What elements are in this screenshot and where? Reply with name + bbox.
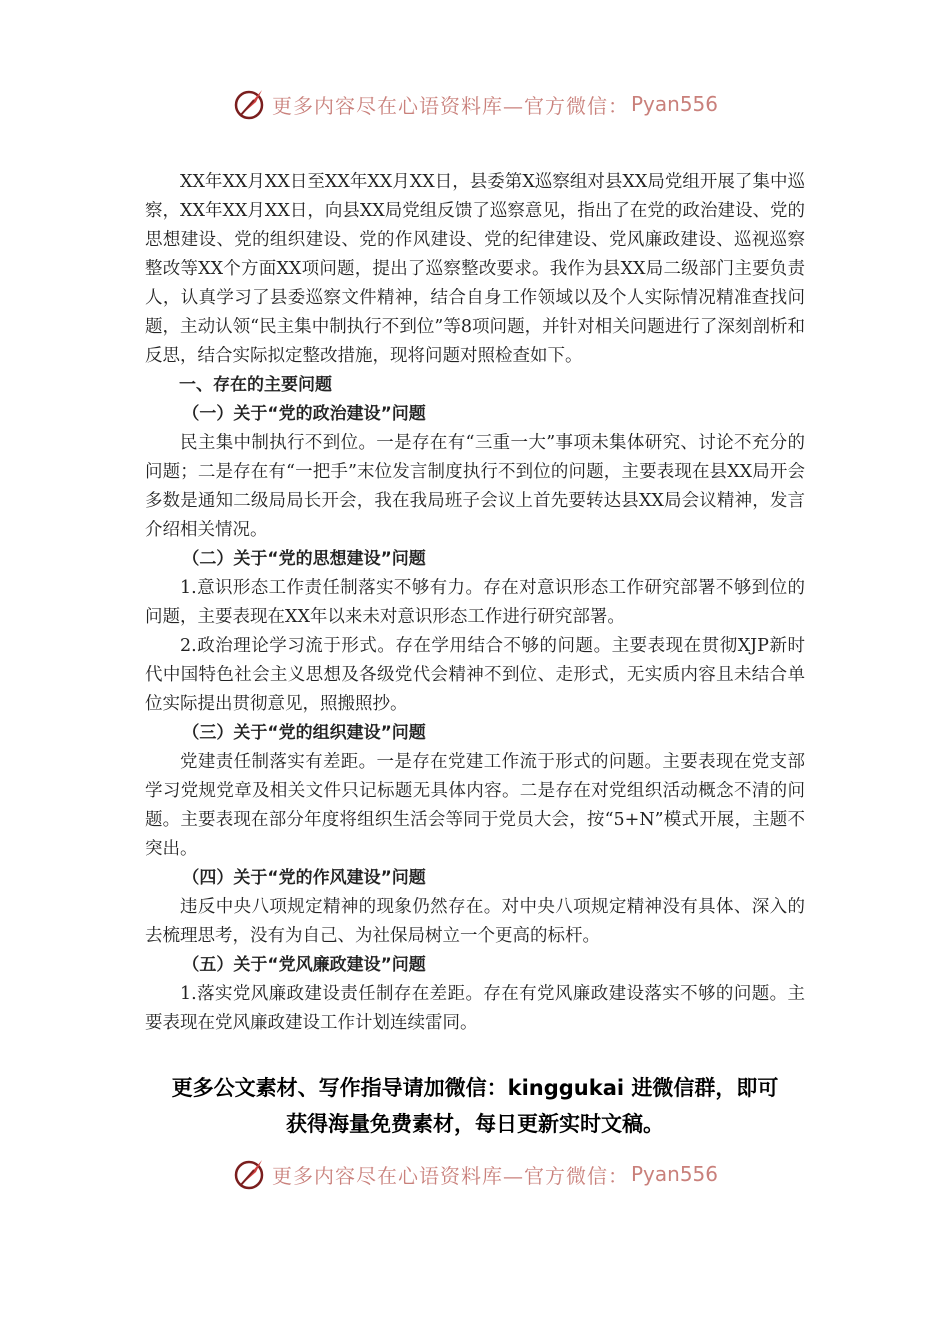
promo-notice: [130, 1070, 820, 1142]
header-banner: [0, 80, 950, 128]
paragraph: 违反中央八项规定精神的现象仍然存在。对中央八项规定精神没有具体、深入的去梳理思考，没有为自己、为社保局树立一个更高的标杆。: [145, 897, 805, 946]
paragraph: 1.意识形态工作责任制落实不够有力。存在对意识形态工作研究部署不够到位的问题，主要表现在XX年以来未对意识形态工作进行研究部署。: [145, 578, 805, 627]
banner-wechat-id: Pyan556: [630, 92, 718, 116]
banner-text: 更多内容尽在心语资料库—官方微信：: [271, 93, 629, 118]
paragraph: 1.落实党风廉政建设责任制存在差距。存在有党风廉政建设落实不够的问题。主要表现在党风廉政建设工作计划连续雷同。: [145, 984, 805, 1033]
promo-line-1: 更多公文素材、写作指导请加微信：kinggukai 进微信群，即可: [171, 1076, 779, 1100]
banner-text: 更多内容尽在心语资料库—官方微信：: [271, 1163, 629, 1188]
subsection-title: （二）关于“党的思想建设”问题: [182, 549, 426, 569]
promo-line-2: 获得海量免费素材，每日更新实时文稿。: [286, 1112, 664, 1136]
paragraph: 2.政治理论学习流于形式。存在学用结合不够的问题。主要表现在贯彻XJP新时代中国特色社会主义思想及各级党代会精神不到位、走形式，无实质内容且未结合单位实际提出贯彻意见，照搬照抄。: [145, 636, 805, 714]
quill-pen-logo-icon: [232, 86, 268, 122]
document-body: [145, 168, 805, 1038]
section-title: 一、存在的主要问题: [179, 375, 332, 395]
subsection-title: （四）关于“党的作风建设”问题: [182, 868, 426, 888]
paragraph: 民主集中制执行不到位。一是存在有“三重一大”事项未集体研究、讨论不充分的问题；二是存在有“一把手”末位发言制度执行不到位的问题，主要表现在县XX局开会多数是通知二级局局长开会，我在我局班子会议上首先要转达县XX局会议精神，发言介绍相关情况。: [145, 433, 805, 540]
subsection-title: （一）关于“党的政治建设”问题: [182, 404, 426, 424]
paragraph: 党建责任制落实有差距。一是存在党建工作流于形式的问题。主要表现在党支部学习党规党章及相关文件只记标题无具体内容。二是存在对党组织活动概念不清的问题。主要表现在部分年度将组织生活会等同于党员大会，按“5+N”模式开展，主题不突出。: [145, 752, 805, 859]
footer-banner: [0, 1150, 950, 1198]
quill-pen-logo-icon: [232, 1156, 268, 1192]
subsection-title: （五）关于“党风廉政建设”问题: [182, 955, 426, 975]
intro-paragraph: XX年XX月XX日至XX年XX月XX日，县委第X巡察组对县XX局党组开展了集中巡察，XX年XX月XX日，向县XX局党组反馈了巡察意见，指出了在党的政治建设、党的思想建设、党的组织建设、党的作风建设、党的纪律建设、党风廉政建设、巡视巡察整改等XX个方面XX项问题，提出了巡察整改要求。我作为县XX局二级部门主要负责人，认真学习了县委巡察文件精神，结合自身工作领域以及个人实际情况精准查找问题，主动认领“民主集中制执行不到位”等8项问题，并针对相关问题进行了深刻剖析和反思，结合实际拟定整改措施，现将问题对照检查如下。: [145, 172, 805, 366]
banner-wechat-id: Pyan556: [630, 1162, 718, 1186]
subsection-title: （三）关于“党的组织建设”问题: [182, 723, 426, 743]
